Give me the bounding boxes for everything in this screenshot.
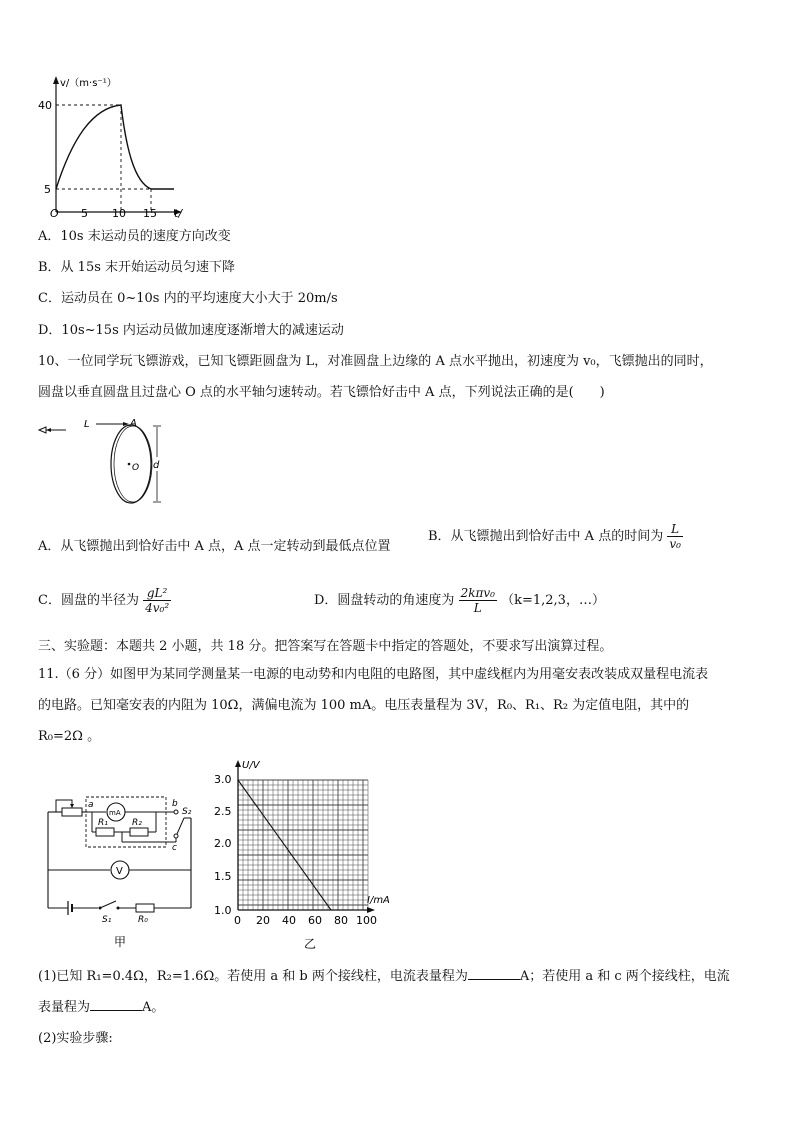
ui-x-tick-80: 80 (334, 914, 348, 927)
ui-graph (210, 756, 410, 956)
q10-option-d-fraction (459, 586, 497, 615)
q10-option-b (428, 522, 683, 551)
q11-stem-line3: R₀=2Ω 。 (38, 729, 101, 744)
q10-option-b-text: B．从飞镖抛出到恰好击中 A 点的时间为 (428, 529, 664, 544)
q11-sub1-text-d: A。 (142, 1000, 165, 1015)
ui-y-tick-1.0: 1.0 (214, 904, 232, 917)
fig-label-O: O (132, 463, 140, 473)
q10-stem-line1: 10、一位同学玩飞镖游戏，已知飞镖距圆盘为 L，对准圆盘上边缘的 A 点水平抛出，初速度为 v₀，飞镖抛出的同时， (38, 354, 713, 369)
circuit-label-c: c (172, 843, 177, 853)
q10-option-d-text: D．圆盘转动的角速度为 (314, 593, 455, 608)
fig-label-L: L (84, 419, 90, 430)
circuit-label-R1: R₁ (98, 818, 108, 828)
ui-x-tick-100: 100 (356, 914, 377, 927)
q11-stem-line1: 11.（6 分）如图甲为某同学测量某一电源的电动势和内电阻的电路图，其中虚线框内为用毫安表改装成双量程电流表 (38, 667, 709, 682)
ui-y-tick-3.0: 3.0 (214, 773, 232, 786)
q9-option-d: D．10s~15s 内运动员做加速度逐渐增大的减速运动 (38, 323, 344, 338)
q10-option-d-suffix: （k=1,2,3，…） (501, 593, 605, 608)
circuit-diagram (36, 784, 206, 954)
answer-blank-ac[interactable] (90, 998, 142, 1011)
q10-option-d (314, 586, 605, 615)
vt-x-tick-O: O (50, 207, 59, 220)
vt-y-tick-5: 5 (44, 183, 51, 196)
circuit-label-S1: S₁ (102, 915, 112, 925)
q10-option-c-fraction (143, 586, 171, 615)
q9-option-a: A．10s 末运动员的速度方向改变 (38, 229, 231, 244)
q11-sub2: (2)实验步骤: (38, 1031, 113, 1046)
q10-option-b-num: L (667, 522, 683, 537)
q11-sub1-line2 (38, 998, 164, 1017)
ui-x-tick-20: 20 (256, 914, 270, 927)
q10-option-d-den: L (473, 601, 482, 615)
circuit-label-R0: R₀ (138, 915, 148, 925)
vt-x-tick-5: 5 (81, 207, 88, 220)
circuit-label-a: a (88, 800, 94, 810)
q11-sub1-text-a: (1)已知 R₁=0.4Ω，R₂=1.6Ω。若使用 a 和 b 两个接线柱，电流表量程为 (38, 969, 468, 984)
q10-option-c-text: C．圆盘的半径为 (38, 593, 139, 608)
vt-y-tick-40: 40 (38, 99, 52, 112)
q10-option-d-num: 2kπv₀ (460, 586, 495, 600)
q9-option-c: C．运动员在 0~10s 内的平均速度大小大于 20m/s (38, 291, 338, 306)
fig-label-A: A (130, 418, 137, 429)
vt-x-tick-10: 10 (112, 207, 126, 220)
q10-option-b-fraction (667, 522, 683, 551)
q10-option-c (38, 586, 171, 615)
circuit-label-S2: S₂ (182, 807, 192, 817)
circuit-caption: 甲 (114, 935, 127, 949)
circuit-label-b: b (172, 799, 178, 809)
fig-label-d: d (153, 460, 160, 471)
vt-x-label: t/ (174, 207, 183, 220)
ui-y-tick-2.0: 2.0 (214, 837, 232, 850)
q10-option-c-den: 4v₀² (145, 601, 170, 615)
ui-x-label: I/mA (367, 895, 390, 906)
q11-stem-line2: 的电路。已知毫安表的内阻为 10Ω，满偏电流为 100 mA。电压表量程为 3V，R₀、R₁、R₂ 为定值电阻，其中的 (38, 698, 690, 713)
dart-disc-figure (36, 414, 176, 504)
section3-heading: 三、实验题：本题共 2 小题，共 18 分。把答案写在答题卡中指定的答题处，不要求写出演算过程。 (38, 639, 613, 654)
ui-y-tick-2.5: 2.5 (214, 805, 232, 818)
ui-y-tick-1.5: 1.5 (214, 870, 232, 883)
q11-sub1-line1 (38, 967, 730, 986)
ui-x-tick-40: 40 (282, 914, 296, 927)
ui-x-tick-60: 60 (308, 914, 322, 927)
ui-graph-caption: 乙 (304, 937, 317, 951)
q10-option-a: A．从飞镖抛出到恰好击中 A 点，A 点一定转动到最低点位置 (38, 539, 391, 554)
ui-y-label: U/V (242, 760, 260, 771)
q11-sub1-text-b: A；若使用 a 和 c 两个接线柱，电流 (519, 969, 730, 984)
vt-y-label: v/（m·s⁻¹） (60, 78, 117, 89)
q10-stem-line2: 圆盘以垂直圆盘且过盘心 O 点的水平轴匀速转动。若飞镖恰好击中 A 点，下列说法正确的是( ) (38, 385, 605, 400)
answer-blank-ab[interactable] (468, 967, 520, 980)
q10-option-c-num: gL² (143, 586, 171, 601)
circuit-voltmeter: V (116, 866, 123, 877)
q9-option-b: B．从 15s 末开始运动员匀速下降 (38, 260, 236, 275)
ui-x-tick-0: 0 (234, 914, 241, 927)
ui-graph-grid (238, 780, 368, 910)
vt-graph (36, 72, 196, 222)
vt-x-tick-15: 15 (143, 207, 157, 220)
q10-option-b-den: v₀ (669, 537, 681, 551)
circuit-label-R2: R₂ (132, 818, 142, 828)
circuit-milliammeter: mA (109, 809, 121, 817)
q11-sub1-text-c: 表量程为 (38, 1000, 91, 1015)
